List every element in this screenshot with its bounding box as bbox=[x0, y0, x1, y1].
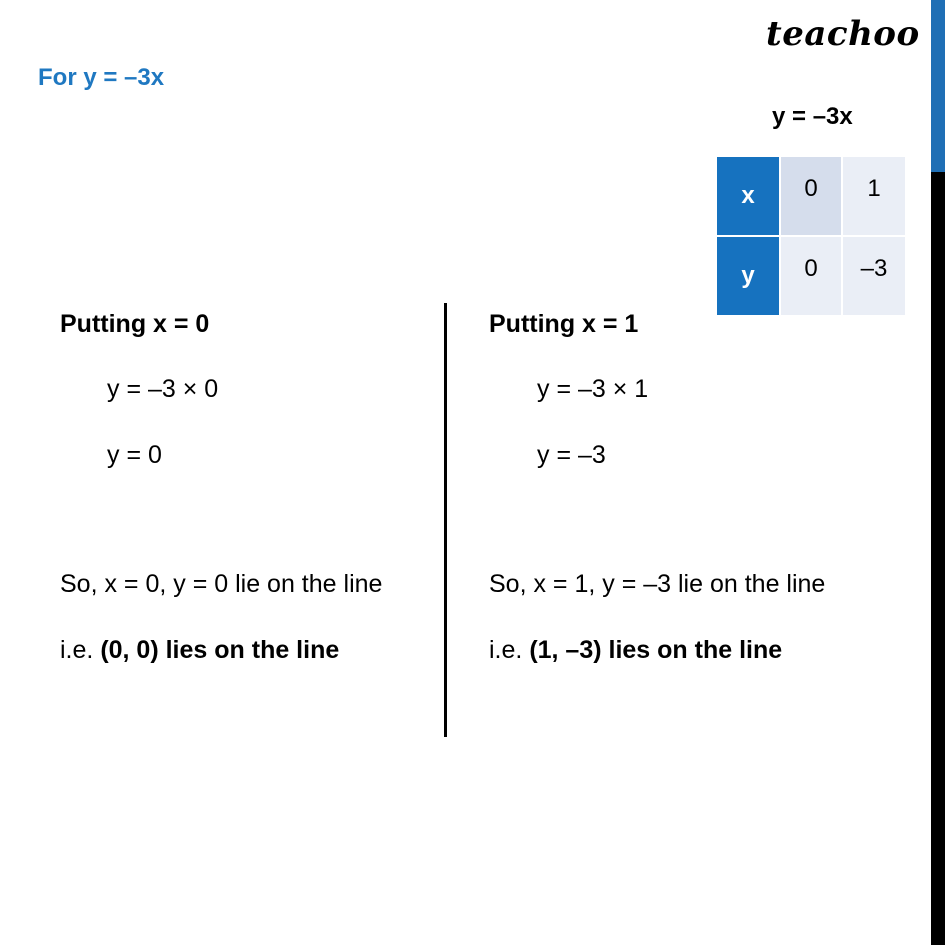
cell-y-2: –3 bbox=[843, 237, 905, 315]
xy-table bbox=[715, 155, 907, 317]
teachoo-logo: teachoo bbox=[766, 14, 920, 54]
cell-y-1: 0 bbox=[781, 237, 841, 315]
right-ie-prefix: i.e. bbox=[489, 636, 523, 664]
right-step-2: y = –3 bbox=[537, 441, 606, 469]
left-step-2: y = 0 bbox=[107, 441, 162, 469]
table-row-y bbox=[717, 237, 905, 315]
right-ie-result: (1, –3) lies on the line bbox=[529, 636, 783, 664]
left-step-1: y = –3 × 0 bbox=[107, 375, 219, 403]
right-step-1: y = –3 × 1 bbox=[537, 375, 649, 403]
table-row-x bbox=[717, 157, 905, 235]
left-conclusion: So, x = 0, y = 0 lie on the line bbox=[60, 570, 383, 598]
row-label-x: x bbox=[717, 157, 779, 235]
left-ie-result: (0, 0) lies on the line bbox=[100, 636, 340, 664]
cell-x-2: 1 bbox=[843, 157, 905, 235]
row-label-y: y bbox=[717, 237, 779, 315]
table-title: y = –3x bbox=[772, 103, 853, 130]
page-heading: For y = –3x bbox=[38, 64, 165, 91]
right-putting-heading: Putting x = 1 bbox=[489, 310, 639, 338]
right-edge-accent bbox=[931, 0, 945, 172]
left-ie-prefix: i.e. bbox=[60, 636, 94, 664]
cell-x-1: 0 bbox=[781, 157, 841, 235]
left-putting-heading: Putting x = 0 bbox=[60, 310, 210, 338]
right-ie-line bbox=[489, 636, 782, 665]
left-ie-line bbox=[60, 636, 339, 665]
column-divider bbox=[444, 303, 447, 737]
right-conclusion: So, x = 1, y = –3 lie on the line bbox=[489, 570, 826, 598]
